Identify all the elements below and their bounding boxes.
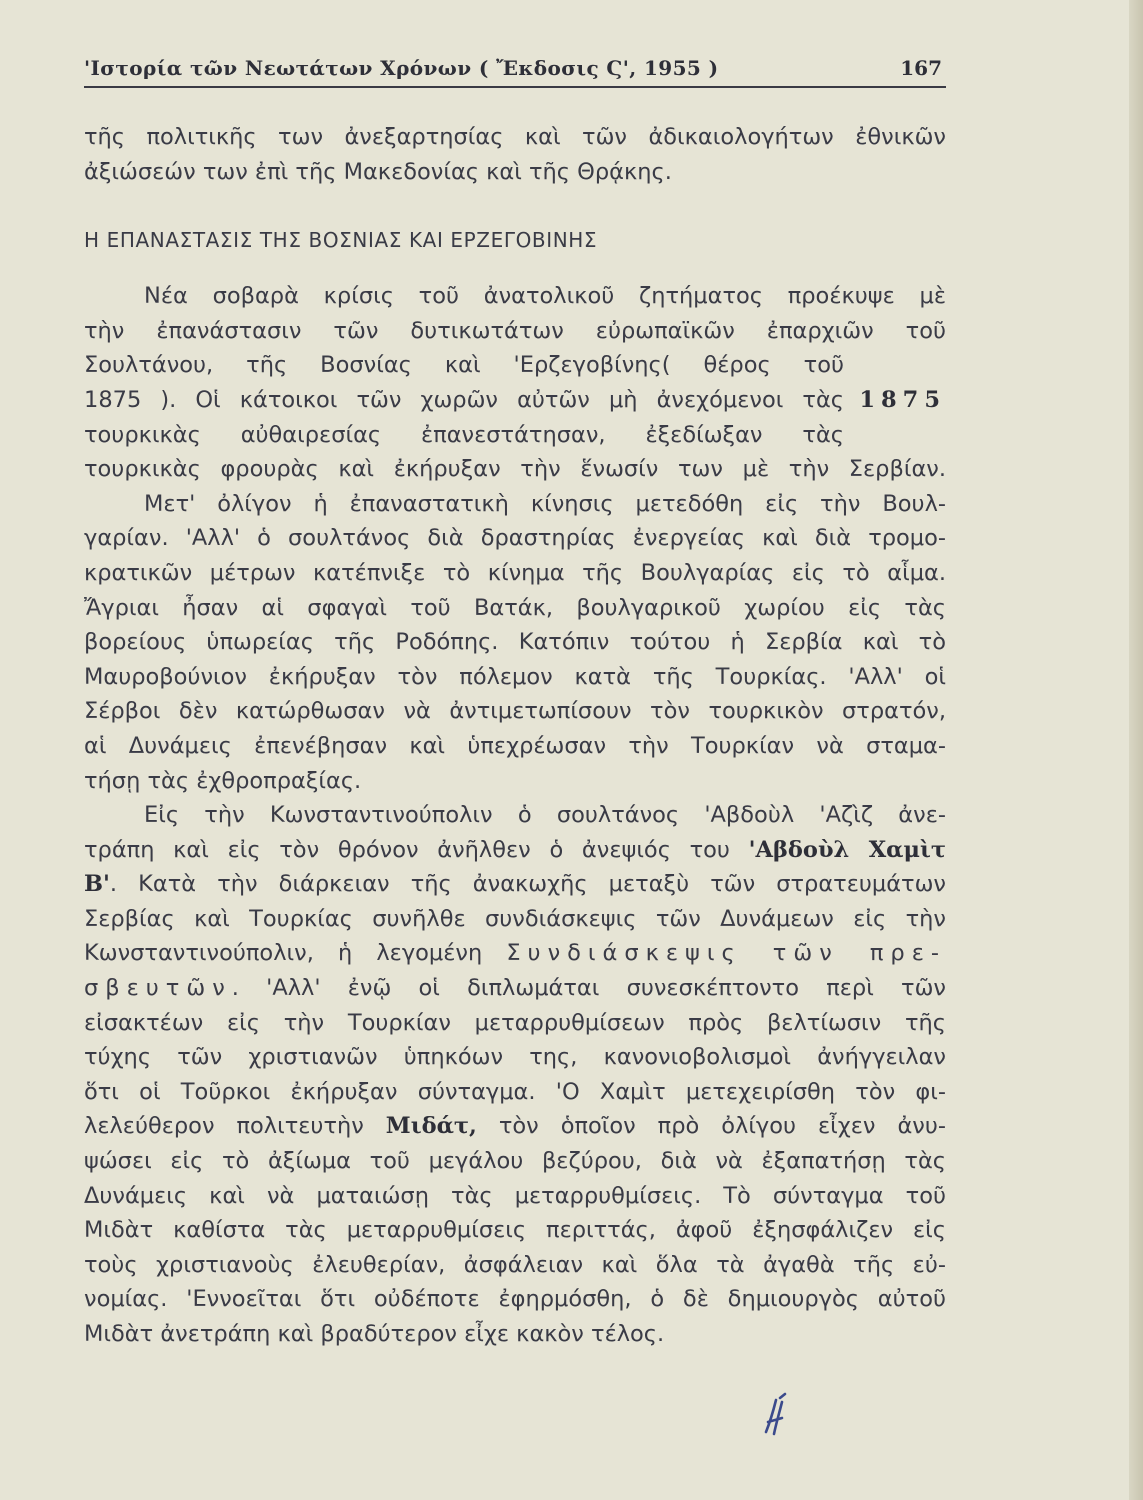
text-line: Εἰς τὴν Κωνσταντινούπολιν ὁ σουλτάνος 'Αβδοὺλ 'Αζὶζ ἀνε- <box>144 802 946 829</box>
text-line: τῆς πολιτικῆς των ἀνεξαρτησίας καὶ τῶν ἀδικαιολογήτων ἐθνικῶν <box>84 124 946 150</box>
text-span: λελεύθερον πολιτευτὴν <box>84 1113 386 1140</box>
text-line: Μιδὰτ ἀνετράπη καὶ βραδύτερον εἶχε κακὸν τέλος. <box>84 1321 665 1347</box>
text-line: τύχης τῶν χριστιανῶν ὑπηκόων της, κανονιοβολισμοὶ ἀνήγγειλαν <box>84 1044 946 1071</box>
text-line: Δυνάμεις καὶ νὰ ματαιώσῃ τὰς μεταρρυθμίσεις. Τὸ σύνταγμα τοῦ <box>84 1182 946 1209</box>
text-line: Μετ' ὀλίγον ἡ ἐπαναστατικὴ κίνησις μετεδόθη εἰς τὴν Βουλ- <box>144 490 946 517</box>
text-line: νομίας. 'Εννοεῖται ὅτι οὐδέποτε ἐφηρμόσθη, ὁ δὲ δημιουργὸς αὐτοῦ <box>84 1286 946 1313</box>
text-span: . Κατὰ τὴν διάρκειαν τῆς ἀνακωχῆς μεταξὺ τῶν στρατευμάτων <box>109 871 946 898</box>
text-line: ὅτι οἱ Τοῦρκοι ἐκήρυξαν σύνταγμα. 'Ο Χαμὶτ μετεχειρίσθη τὸν φι- <box>84 1078 946 1105</box>
section-heading: Η ΕΠΑΝΑΣΤΑΣΙΣ ΤΗΣ ΒΟΣΝΙΑΣ ΚΑΙ ΕΡΖΕΓΟΒΙΝΗΣ <box>84 228 598 253</box>
text-line: κρατικῶν μέτρων κατέπνιξε τὸ κίνημα τῆς Βουλγαρίας εἰς τὸ αἷμα. <box>84 559 946 586</box>
page-edge-shadow <box>1129 0 1143 1500</box>
text-line <box>84 833 946 868</box>
bold-name-b: Β' <box>84 871 110 898</box>
text-line: τοὺς χριστιανοὺς ἐλευθερίαν, ἀσφάλειαν καὶ ὅλα τὰ ἀγαθὰ τῆς εὐ- <box>84 1251 946 1278</box>
text-line: τουρκικὰς φρουρὰς καὶ ἐκήρυξαν τὴν ἕνωσίν των μὲ τὴν Σερβίαν. <box>84 456 946 483</box>
running-header <box>84 56 946 90</box>
text-line: εἰσακτέων εἰς τὴν Τουρκίαν μεταρρυθμίσεων πρὸς βελτίωσιν τῆς <box>84 1009 946 1036</box>
text-line: Σέρβοι δὲν κατώρθωσαν νὰ ἀντιμετωπίσουν τὸν τουρκικὸν στρατόν, <box>84 698 946 725</box>
text-line: Ἄγριαι ἦσαν αἱ σφαγαὶ τοῦ Βατάκ, βουλγαρικοῦ χωρίου εἰς τὰς <box>84 594 946 621</box>
header-title: 'Ιστορία τῶν Νεωτάτων Χρόνων ( Ἔκδοσις Ϛ', 1955 ) <box>84 56 719 80</box>
text-span: τράπη καὶ εἰς τὸν θρόνον ἀνῆλθεν ὁ ἀνεψιός του <box>84 836 749 863</box>
text-line: τουρκικὰς αὐθαιρεσίας ἐπανεστάτησαν, ἐξεδίωξαν τὰς <box>84 421 844 448</box>
bold-name-abdul-hamid: 'Αβδοὺλ Χαμὶτ <box>748 836 946 863</box>
text-line: γαρίαν. 'Αλλ' ὁ σουλτάνος διὰ δραστηρίας ἐνεργείας καὶ διὰ τρομο- <box>84 525 946 552</box>
text-line <box>84 867 946 902</box>
text-line: τὴν ἐπανάστασιν τῶν δυτικωτάτων εὐρωπαϊκῶν ἐπαρχιῶν τοῦ <box>84 317 946 344</box>
text-line <box>84 971 946 1006</box>
text-span: 1875 ). Οἱ κάτοικοι τῶν χωρῶν αὐτῶν μὴ ἀνεχόμενοι τὰς <box>84 386 844 413</box>
body-text <box>84 120 946 1352</box>
text-line: Μαυροβούνιον ἐκήρυξαν τὸν πόλεμον κατὰ τῆς Τουρκίας. 'Αλλ' οἱ <box>84 663 946 690</box>
spaced-term: σβευτῶν <box>84 975 232 1002</box>
text-line: Σουλτάνου, τῆς Βοσνίας καὶ 'Ερζεγοβίνης( θέρος τοῦ <box>84 352 844 379</box>
text-span: τὸν ὁποῖον πρὸ ὀλίγου εἶχεν ἀνυ- <box>476 1113 947 1140</box>
text-line: αἱ Δυνάμεις ἐπενέβησαν καὶ ὑπεχρέωσαν τὴν Τουρκίαν νὰ σταμα- <box>84 732 946 759</box>
text-span: . 'Αλλ' ἐνῷ οἱ διπλωμάται συνεσκέπτοντο περὶ τῶν <box>231 975 946 1002</box>
text-line: ἀξιώσεών των ἐπὶ τῆς Μακεδονίας καὶ τῆς Θρᾴκης. <box>84 158 672 185</box>
text-line <box>84 1109 946 1144</box>
text-line: ψώσει εἰς τὸ ἀξίωμα τοῦ μεγάλου βεζύρου, διὰ νὰ ἐξαπατήσῃ τὰς <box>84 1148 946 1175</box>
text-line: βορείους ὑπωρείας τῆς Ροδόπης. Κατόπιν τούτου ἡ Σερβία καὶ τὸ <box>84 629 946 656</box>
page-number: 167 <box>900 56 942 80</box>
text-line: Μιδὰτ καθίστα τὰς μεταρρυθμίσεις περιττάς, ἀφοῦ ἐξησφάλιζεν εἰς <box>84 1217 946 1244</box>
bold-name-midhat: Μιδάτ, <box>385 1113 477 1140</box>
spaced-term: Συνδιάσκεψις τῶν πρε- <box>506 940 946 967</box>
header-rule <box>84 86 946 88</box>
handwritten-mark-icon <box>758 1392 788 1436</box>
text-line: Σερβίας καὶ Τουρκίας συνῆλθε συνδιάσκεψις τῶν Δυνάμεων εἰς τὴν <box>84 905 946 932</box>
text-line-with-margin-note <box>84 383 946 418</box>
text-line: Νέα σοβαρὰ κρίσις τοῦ ἀνατολικοῦ ζητήματος προέκυψε μὲ <box>144 283 946 310</box>
text-line <box>84 936 946 971</box>
margin-year-note: 1875 <box>859 386 946 413</box>
text-span: Κωνσταντινούπολιν, ἡ λεγομένη <box>84 940 507 967</box>
text-line: τήσῃ τὰς ἐχθροπραξίας. <box>84 767 362 794</box>
